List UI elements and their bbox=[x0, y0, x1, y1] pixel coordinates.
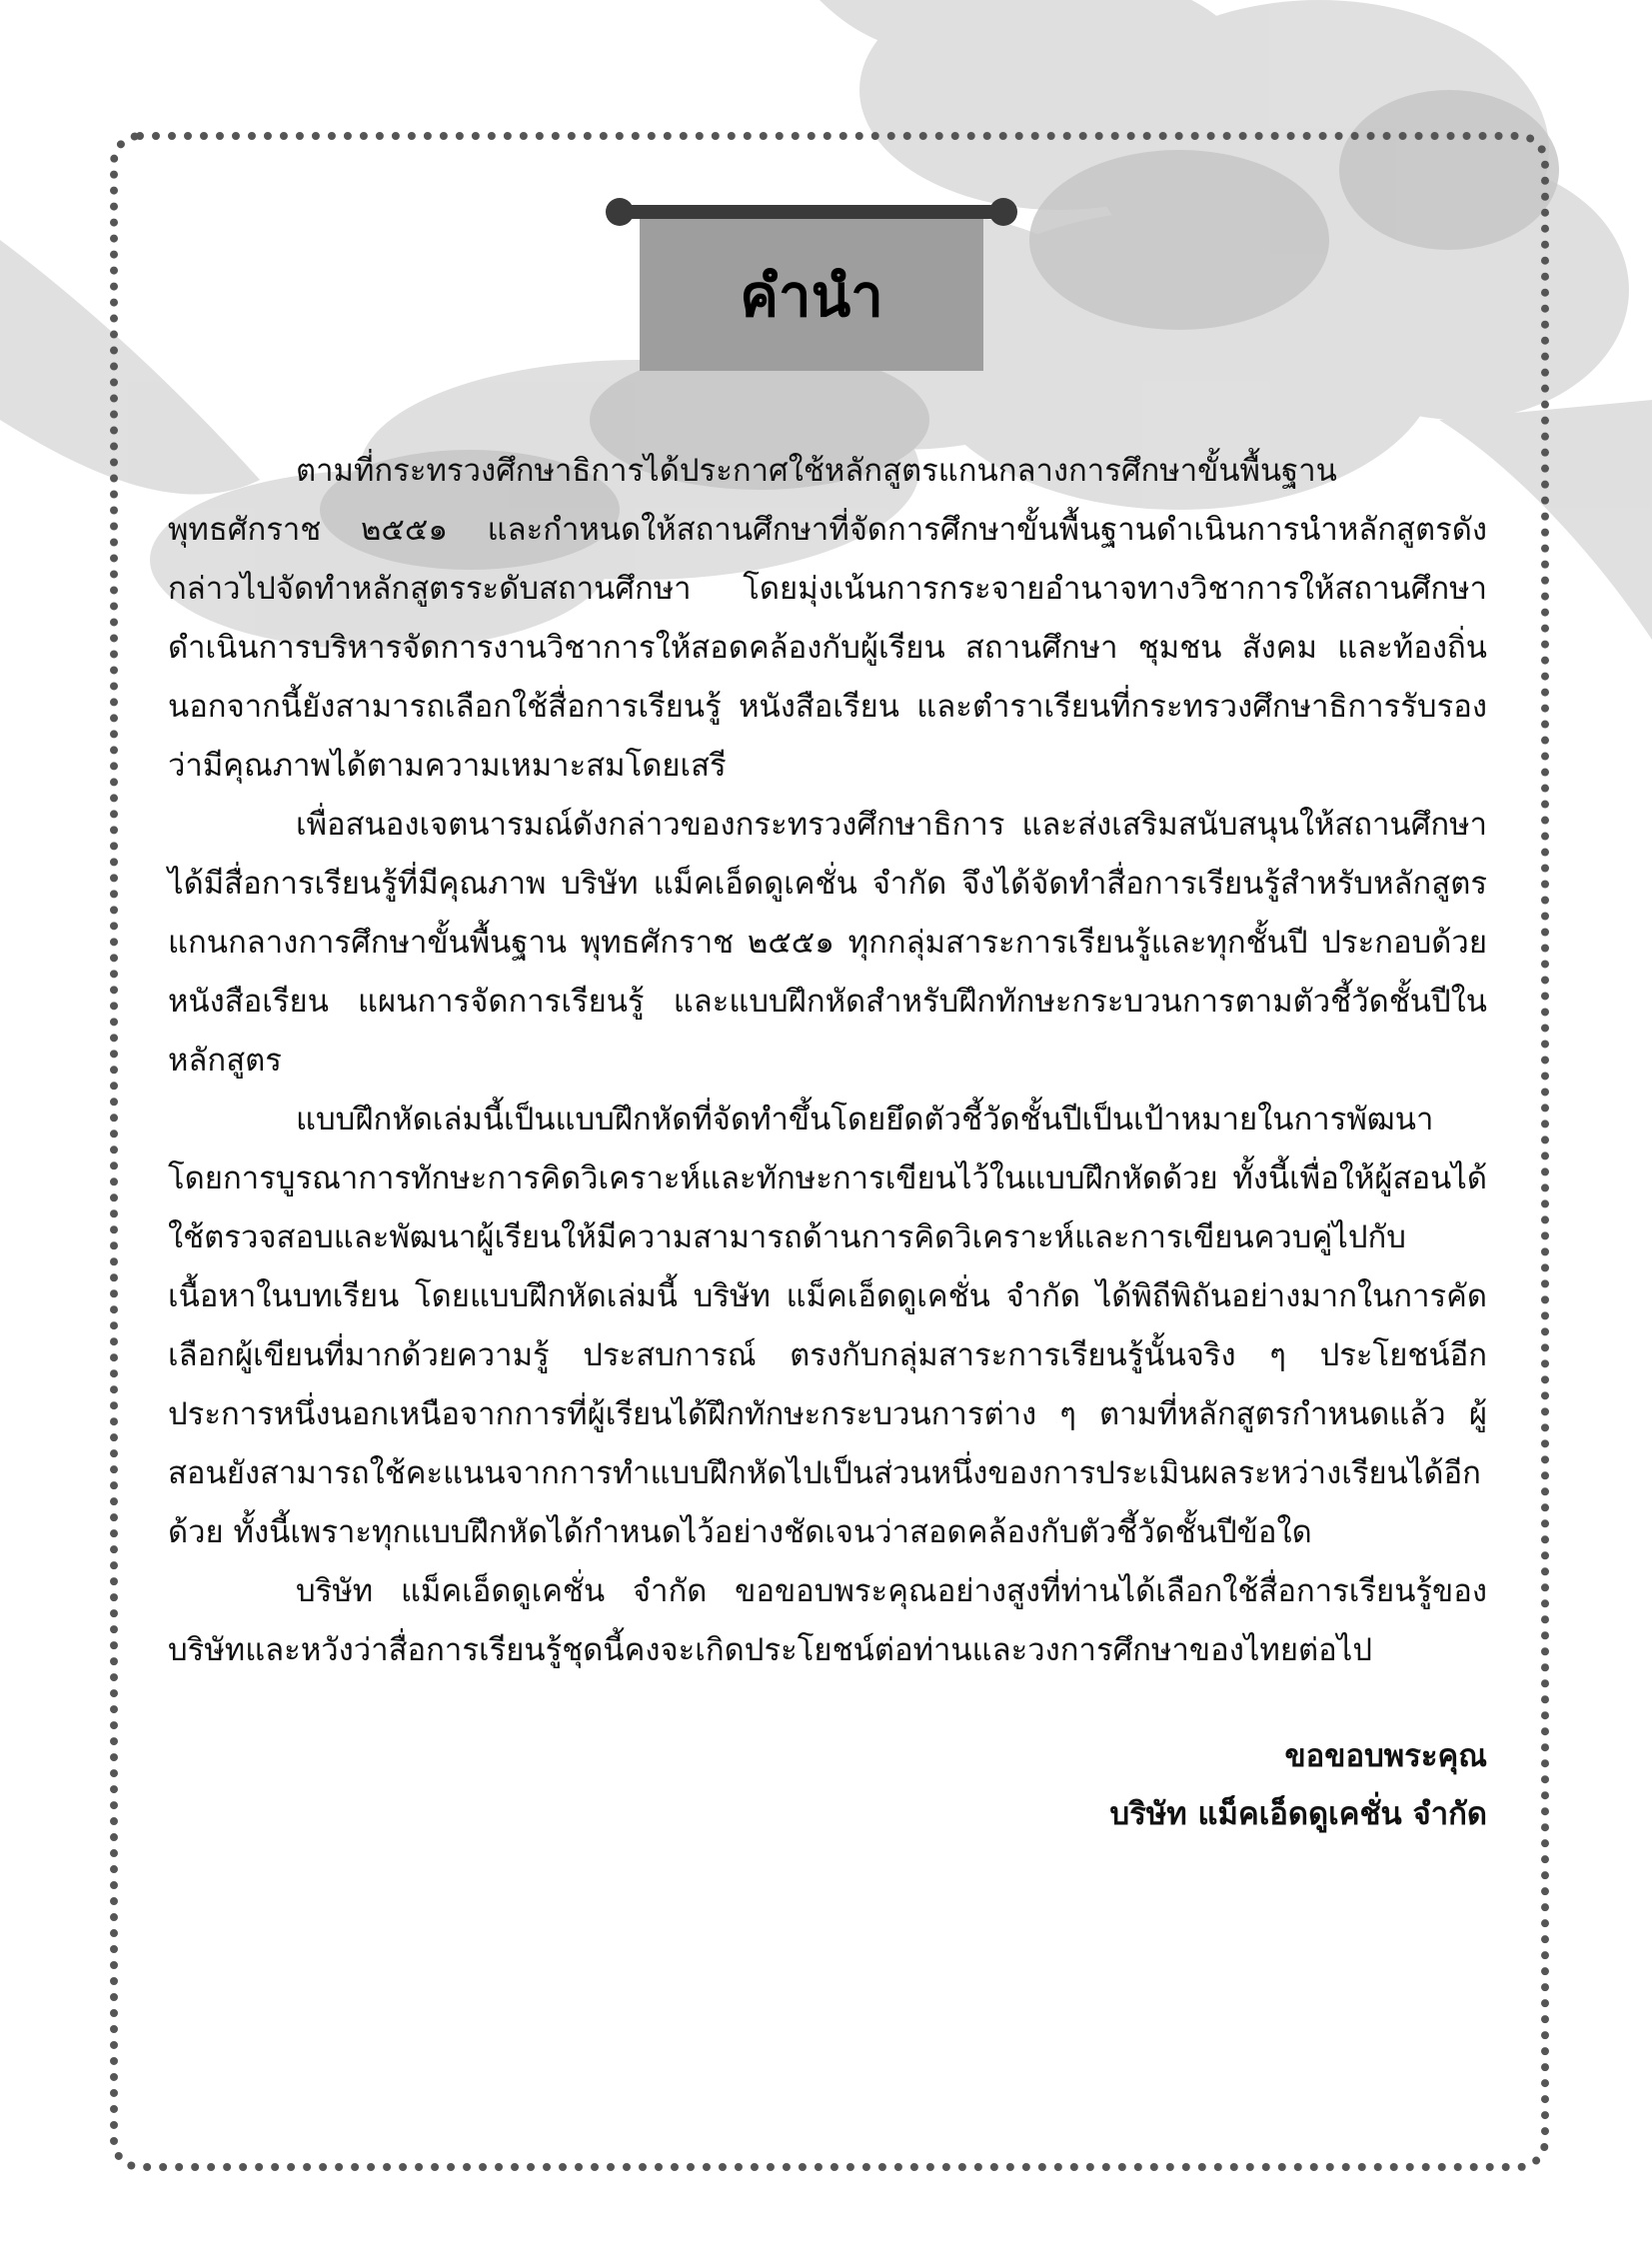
paragraph-3: แบบฝึกหัดเล่มนี้เป็นแบบฝึกหัดที่จัดทำขึ้นโดยยึดตัวชี้วัดชั้นปีเป็นเป้าหมายในการพัฒนา โดยการบูรณาการทักษะการคิดวิเคราะห์และทักษะการเขียนไว้ในแบบฝึกหัดด้วย ทั้งนี้เพื่อให้ผู้สอนได้ใช้ตรวจสอบและพัฒนาผู้เรียนให้มีความสามารถด้านการคิดวิเคราะห์และการเขียนควบคู่ไปกับเนื้อหาในบทเรียน โดยแบบฝึกหัดเล่มนี้ บริษัท แม็คเอ็ดดูเคชั่น จำกัด ได้พิถีพิถันอย่างมากในการคัดเลือกผู้เขียนที่มากด้วยความรู้ ประสบการณ์ ตรงกับกลุ่มสาระการเรียนรู้นั้นจริง ๆ ประโยชน์อีกประการหนึ่งนอกเหนือจากการที่ผู้เรียนได้ฝึกทักษะกระบวนการต่าง ๆ ตามที่หลักสูตรกำหนดแล้ว ผู้สอนยังสามารถใช้คะแนนจากการทำแบบฝึกหัดไปเป็นส่วนหนึ่งของการประเมินผลระหว่างเรียนได้อีกด้วย ทั้งนี้เพราะทุกแบบฝึกหัดได้กำหนดไว้อย่างชัดเจนว่าสอดคล้องกับตัวชี้วัดชั้นปีข้อใด bbox=[168, 1102, 1487, 1550]
signature-block bbox=[1110, 1727, 1487, 1843]
paragraph-1: ตามที่กระทรวงศึกษาธิการได้ประกาศใช้หลักสูตรแกนกลางการศึกษาขั้นพื้นฐาน พุทธศักราช ๒๕๕๑ และกำหนดให้สถานศึกษาที่จัดการศึกษาขั้นพื้นฐานดำเนินการนำหลักสูตรดังกล่าวไปจัดทำหลักสูตรระดับสถานศึกษา โดยมุ่งเน้นการกระจายอำนาจทางวิชาการให้สถานศึกษาดำเนินการบริหารจัดการงานวิชาการให้สอดคล้องกับผู้เรียน สถานศึกษา ชุมชน สังคม และท้องถิ่น นอกจากนี้ยังสามารถเลือกใช้สื่อการเรียนรู้ หนังสือเรียน และตำราเรียนที่กระทรวงศึกษาธิการรับรองว่ามีคุณภาพได้ตามความเหมาะสมโดยเสรี bbox=[168, 453, 1487, 784]
title-box bbox=[640, 219, 983, 371]
company-signature: บริษัท แม็คเอ็ดดูเคชั่น จำกัด bbox=[1109, 1796, 1487, 1832]
page-title: คำนำ bbox=[740, 261, 883, 330]
title-bar-decoration bbox=[612, 205, 1011, 219]
paragraph-4: บริษัท แม็คเอ็ดดูเคชั่น จำกัด ขอขอบพระคุณอย่างสูงที่ท่านได้เลือกใช้สื่อการเรียนรู้ของบริษัทและหวังว่าสื่อการเรียนรู้ชุดนี้คงจะเกิดประโยชน์ต่อท่านและวงการศึกษาของไทยต่อไป bbox=[168, 1573, 1487, 1668]
preface-body bbox=[168, 442, 1487, 1680]
paragraph-2: เพื่อสนองเจตนารมณ์ดังกล่าวของกระทรวงศึกษาธิการ และส่งเสริมสนับสนุนให้สถานศึกษาได้มีสื่อการเรียนรู้ที่มีคุณภาพ บริษัท แม็คเอ็ดดูเคชั่น จำกัด จึงได้จัดทำสื่อการเรียนรู้สำหรับหลักสูตรแกนกลางการศึกษาขั้นพื้นฐาน พุทธศักราช ๒๕๕๑ ทุกกลุ่มสาระการเรียนรู้และทุกชั้นปี ประกอบด้วยหนังสือเรียน แผนการจัดการเรียนรู้ และแบบฝึกหัดสำหรับฝึกทักษะกระบวนการตามตัวชี้วัดชั้นปีในหลักสูตร bbox=[168, 807, 1487, 1079]
closing-text: ขอขอบพระคุณ bbox=[1284, 1738, 1487, 1774]
